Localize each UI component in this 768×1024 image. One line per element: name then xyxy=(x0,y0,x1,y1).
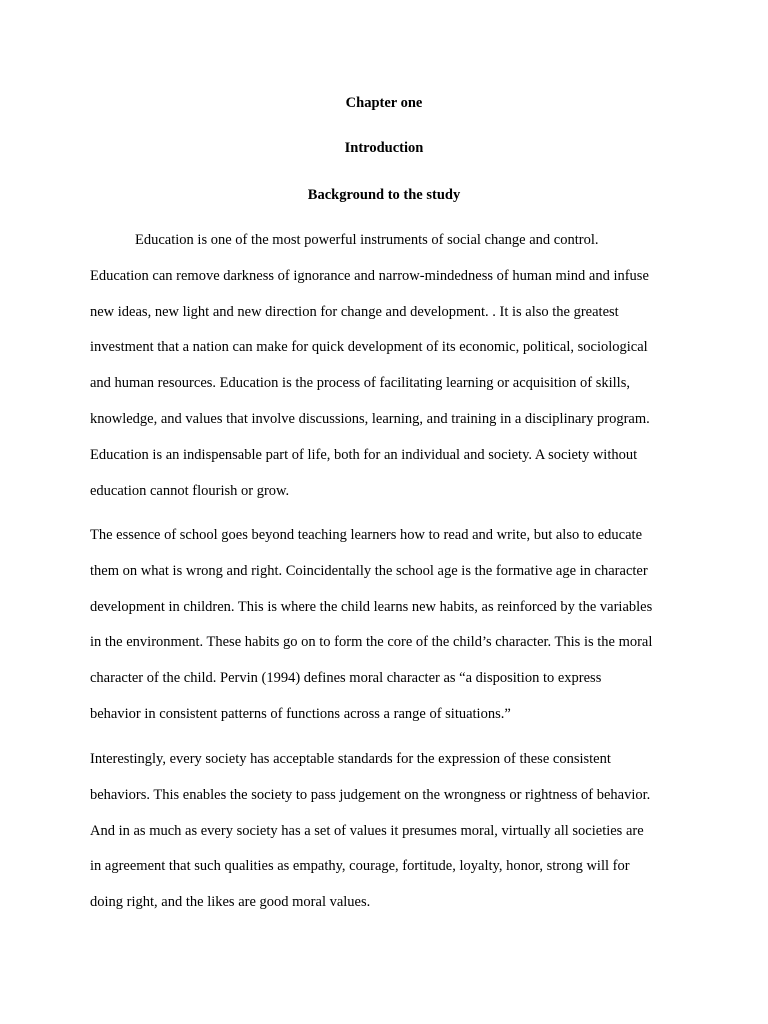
paragraph-line: Education can remove darkness of ignorance and narrow-mindedness of human mind and infuse xyxy=(90,267,649,284)
paragraph-line: Interestingly, every society has acceptable standards for the expression of these consistent xyxy=(90,751,611,767)
paragraph-line: new ideas, new light and new direction for change and development. . It is also the greatest xyxy=(90,303,619,320)
paragraph-line: And in as much as every society has a set of values it presumes moral, virtually all societies are xyxy=(90,822,644,839)
paragraph-line: Education is an indispensable part of life, both for an individual and society. A society without xyxy=(90,446,638,463)
paragraph-line: and human resources. Education is the process of facilitating learning or acquisition of skills, xyxy=(90,375,630,392)
section-heading: Introduction xyxy=(344,140,424,156)
paragraph-1 xyxy=(90,223,690,509)
paragraph-line: doing right, and the likes are good moral values. xyxy=(90,894,371,911)
paragraph-3 xyxy=(90,742,690,921)
paragraph-line: behavior in consistent patterns of functions across a range of situations.” xyxy=(90,705,511,722)
paragraph-line: behaviors. This enables the society to pass judgement on the wrongness or rightness of behavior. xyxy=(90,786,651,803)
paragraph-line: character of the child. Pervin (1994) defines moral character as “a disposition to express xyxy=(90,670,602,687)
paragraph-line: investment that a nation can make for quick development of its economic, political, sociological xyxy=(90,339,648,356)
paragraph-line: education cannot flourish or grow. xyxy=(90,482,290,499)
chapter-heading: Chapter one xyxy=(345,95,423,111)
paragraph-line: in the environment. These habits go on to form the core of the child’s character. This is the moral xyxy=(90,634,653,651)
subsection-heading: Background to the study xyxy=(307,187,461,203)
paragraph-line: Education is one of the most powerful instruments of social change and control. xyxy=(135,232,599,248)
paragraph-line: knowledge, and values that involve discussions, learning, and training in a disciplinary program. xyxy=(90,410,650,427)
paragraph-2 xyxy=(90,518,690,733)
paragraph-line: in agreement that such qualities as empathy, courage, fortitude, loyalty, honor, strong will for xyxy=(90,858,630,875)
paragraph-line: The essence of school goes beyond teaching learners how to read and write, but also to educate xyxy=(90,527,643,543)
paragraph-line: them on what is wrong and right. Coincidentally the school age is the formative age in character xyxy=(90,562,648,579)
paragraph-line: development in children. This is where the child learns new habits, as reinforced by the variables xyxy=(90,598,653,615)
